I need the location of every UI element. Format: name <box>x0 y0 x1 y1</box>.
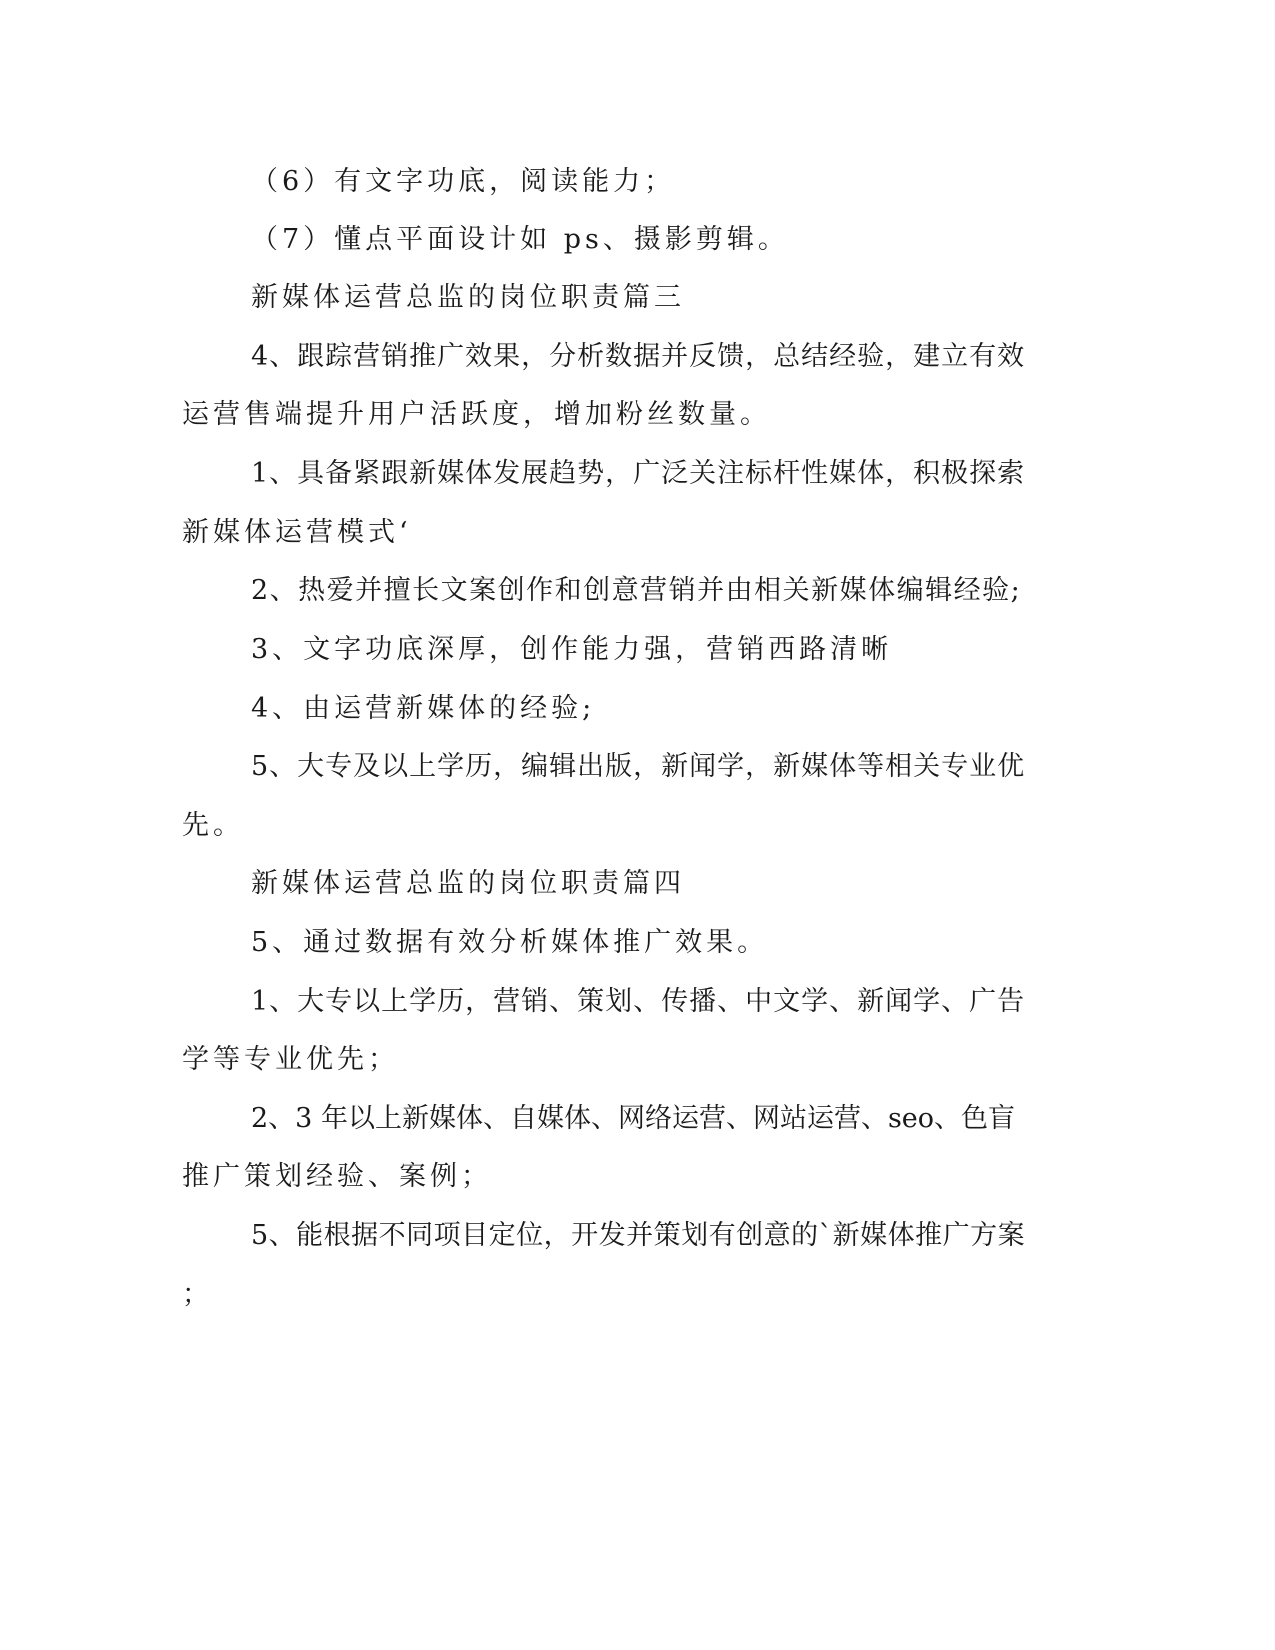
paragraph-line: 2、3 年以上新媒体、自媒体、网络运营、网站运营、seo、色盲 <box>251 1103 1016 1134</box>
paragraph-line: 1、具备紧跟新媒体发展趋势，广泛关注标杆性媒体，积极探索 <box>251 458 1026 489</box>
paragraph-line: 4、跟踪营销推广效果，分析数据并反馈，总结经验，建立有效 <box>251 341 1026 372</box>
section-heading: 新媒体运营总监的岗位职责篇三 <box>251 282 685 313</box>
paragraph-line: 学等专业优先； <box>182 1044 399 1075</box>
paragraph-line: 先。 <box>182 810 244 841</box>
section-heading: 新媒体运营总监的岗位职责篇四 <box>251 868 685 899</box>
paragraph-line: （6）有文字功底，阅读能力； <box>251 166 676 197</box>
paragraph-line: 5、通过数据有效分析媒体推广效果。 <box>251 927 769 958</box>
paragraph-line: 3、文字功底深厚，创作能力强，营销西路清晰 <box>251 634 893 665</box>
paragraph-line: 新媒体运营模式‘ <box>182 517 412 548</box>
paragraph-line: 1、大专以上学历，营销、策划、传播、中文学、新闻学、广告 <box>251 986 1026 1017</box>
paragraph-line: 5、大专及以上学历，编辑出版，新闻学，新媒体等相关专业优 <box>251 751 1026 782</box>
paragraph-line: （7）懂点平面设计如 ps、摄影剪辑。 <box>251 224 789 255</box>
paragraph-line: 2、热爱并擅长文案创作和创意营销并由相关新媒体编辑经验; <box>251 575 1022 606</box>
paragraph-line: 4、由运营新媒体的经验; <box>251 693 596 724</box>
paragraph-line: 5、能根据不同项目定位，开发并策划有创意的`新媒体推广方案 <box>251 1220 1026 1251</box>
paragraph-line: 推广策划经验、案例； <box>182 1161 492 1192</box>
paragraph-line: 运营售端提升用户活跃度，增加粉丝数量。 <box>182 399 771 430</box>
paragraph-line: ； <box>182 1279 213 1310</box>
